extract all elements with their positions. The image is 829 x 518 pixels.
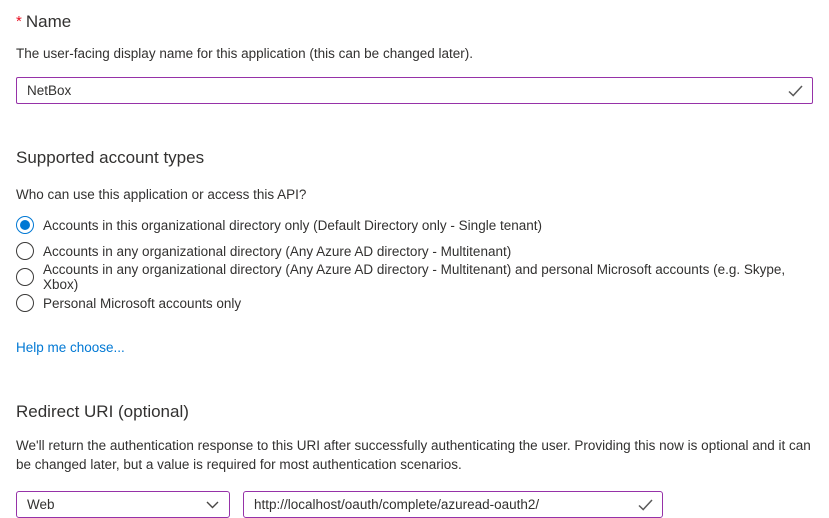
account-types-radio-group bbox=[16, 212, 813, 316]
chevron-down-icon bbox=[206, 501, 219, 509]
radio-option-multitenant[interactable] bbox=[16, 238, 813, 264]
name-label-text: Name bbox=[25, 12, 72, 31]
required-marker: * bbox=[16, 13, 22, 30]
platform-select-value: Web bbox=[27, 497, 55, 512]
redirect-uri-description: We'll return the authentication response to this URI after successfully authenticating the user. Providing this now is optional and it can be changed later, but a value is required for most authentication scenarios. bbox=[16, 438, 811, 472]
redirect-uri-row bbox=[16, 491, 813, 518]
supported-account-types-title: Supported account types bbox=[16, 148, 205, 167]
radio-option-label: Accounts in any organizational directory (Any Azure AD directory - Multitenant) bbox=[43, 243, 512, 259]
account-types-question: Who can use this application or access this API? bbox=[16, 187, 307, 202]
redirect-uri-input-wrap bbox=[243, 491, 663, 518]
radio-icon[interactable] bbox=[16, 268, 34, 286]
redirect-uri-title: Redirect URI (optional) bbox=[16, 402, 189, 421]
radio-option-label: Accounts in this organizational directory only (Default Directory only - Single tenant) bbox=[43, 217, 542, 233]
redirect-uri-input[interactable] bbox=[244, 492, 662, 517]
platform-select[interactable] bbox=[16, 491, 230, 518]
name-input-wrap bbox=[16, 77, 813, 104]
radio-option-label: Accounts in any organizational directory (Any Azure AD directory - Multitenant) and personal Microsoft accounts (e.g. Skype, Xbox) bbox=[43, 262, 786, 292]
radio-option-single-tenant[interactable] bbox=[16, 212, 813, 238]
radio-option-personal-only[interactable] bbox=[16, 290, 813, 316]
name-hint: The user-facing display name for this application (this can be changed later). bbox=[16, 46, 473, 61]
radio-icon[interactable] bbox=[16, 242, 34, 260]
name-input[interactable] bbox=[17, 78, 812, 103]
radio-icon[interactable] bbox=[16, 216, 34, 234]
radio-option-multitenant-personal[interactable] bbox=[16, 264, 813, 290]
radio-icon[interactable] bbox=[16, 294, 34, 312]
name-label bbox=[16, 11, 813, 33]
help-me-choose-link[interactable]: Help me choose... bbox=[16, 340, 125, 355]
radio-option-label: Personal Microsoft accounts only bbox=[43, 295, 242, 311]
